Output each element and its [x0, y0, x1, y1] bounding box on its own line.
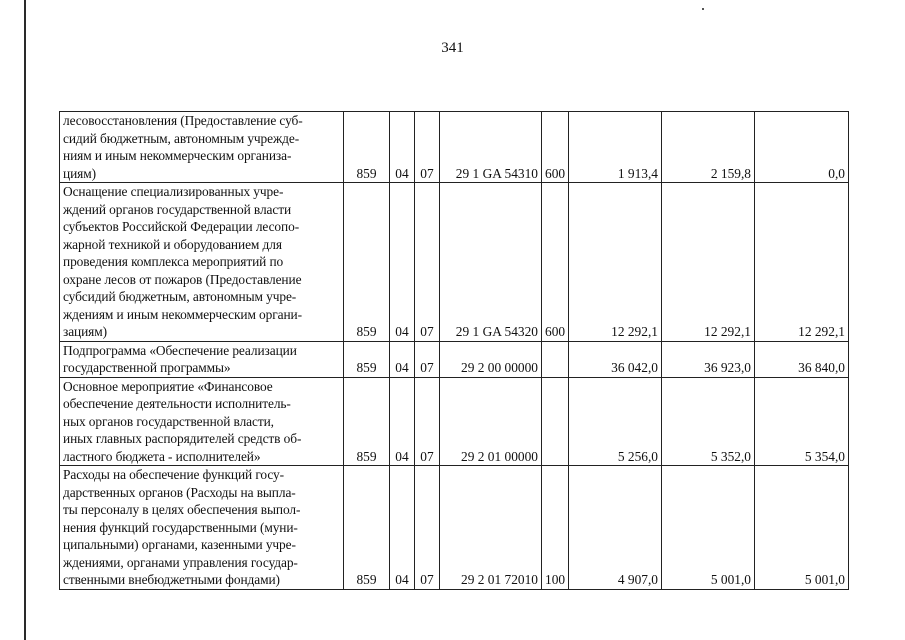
amount-year1-cell: 4 907,0	[569, 466, 662, 590]
description-line: сидий бюджетным, автономным учрежде-	[63, 130, 300, 146]
description-line: проведения комплекса мероприятий по	[63, 254, 284, 269]
description-line: ниям и иным некоммерческим организа-	[63, 148, 292, 163]
description-line: нения функций государственными (муни-	[63, 519, 298, 535]
amount-year2-cell: 5 001,0	[662, 466, 755, 590]
table-row	[60, 183, 849, 342]
table-row	[60, 466, 849, 590]
description-line: ждений органов государственной власти	[63, 201, 292, 217]
description-line: ждениям и иным некоммерческим органи-	[63, 306, 302, 322]
budget-table	[59, 111, 849, 590]
section-code-cell: 04	[390, 341, 415, 377]
amount-year2-cell: 36 923,0	[662, 341, 755, 377]
amount-year3-cell: 12 292,1	[755, 183, 849, 342]
table-row	[60, 341, 849, 377]
target-article-cell: 29 2 00 00000	[440, 341, 542, 377]
description-line: дарственных органов (Расходы на выпла-	[63, 484, 296, 500]
description-line: Основное мероприятие «Финансовое	[63, 378, 273, 394]
description-line: Оснащение специализированных учре-	[63, 184, 284, 199]
amount-year3-cell: 5 354,0	[755, 377, 849, 466]
amount-year1-cell: 12 292,1	[569, 183, 662, 342]
amount-year2-cell: 12 292,1	[662, 183, 755, 342]
admin-code-cell: 859	[344, 341, 390, 377]
description-line: государственной программы»	[63, 360, 231, 375]
description-line: ждениями, органами управления государ-	[63, 554, 298, 570]
description-line: иных главных распорядителей средств об-	[63, 431, 302, 446]
amount-year1-cell: 5 256,0	[569, 377, 662, 466]
description-line: лесовосстановления (Предоставление суб-	[63, 113, 303, 128]
description-line: ственными внебюджетными фондами)	[63, 572, 280, 587]
description-line: субсидий бюджетным, автономным учре-	[63, 289, 297, 304]
expense-type-cell	[542, 377, 569, 466]
amount-year2-cell: 2 159,8	[662, 112, 755, 183]
row-description-cell	[60, 183, 344, 342]
admin-code-cell: 859	[344, 466, 390, 590]
description-line: жарной техникой и оборудованием для	[63, 236, 282, 252]
amount-year2-cell: 5 352,0	[662, 377, 755, 466]
amount-year1-cell: 1 913,4	[569, 112, 662, 183]
description-line: ты персоналу в целях обеспечения выпол-	[63, 502, 301, 517]
section-code-cell: 04	[390, 112, 415, 183]
description-line: обеспечение деятельности исполнитель-	[63, 396, 291, 411]
section-code-cell: 04	[390, 183, 415, 342]
table-row	[60, 112, 849, 183]
row-description-cell	[60, 341, 344, 377]
page-edge-line	[24, 0, 26, 640]
page-number: 341	[441, 40, 464, 56]
description-line: охране лесов от пожаров (Предоставление	[63, 271, 302, 287]
description-line: циям)	[63, 165, 96, 181]
row-description-cell	[60, 377, 344, 466]
target-article-cell: 29 2 01 72010	[440, 466, 542, 590]
description-line: ластного бюджета - исполнителей»	[63, 448, 261, 464]
subsection-code-cell: 07	[415, 466, 440, 590]
table-row	[60, 377, 849, 466]
description-line: субъектов Российской Федерации лесопо-	[63, 219, 300, 234]
target-article-cell: 29 2 01 00000	[440, 377, 542, 466]
expense-type-cell: 100	[542, 466, 569, 590]
budget-table-body	[60, 112, 849, 590]
subsection-code-cell: 07	[415, 377, 440, 466]
admin-code-cell: 859	[344, 377, 390, 466]
amount-year1-cell: 36 042,0	[569, 341, 662, 377]
description-line: зациям)	[63, 324, 107, 339]
subsection-code-cell: 07	[415, 183, 440, 342]
expense-type-cell: 600	[542, 183, 569, 342]
description-line: Подпрограмма «Обеспечение реализации	[63, 342, 297, 358]
row-description-cell	[60, 466, 344, 590]
expense-type-cell: 600	[542, 112, 569, 183]
subsection-code-cell: 07	[415, 112, 440, 183]
description-line: Расходы на обеспечение функций госу-	[63, 467, 284, 482]
target-article-cell: 29 1 GA 54310	[440, 112, 542, 183]
scan-speck	[702, 8, 704, 10]
section-code-cell: 04	[390, 466, 415, 590]
subsection-code-cell: 07	[415, 341, 440, 377]
amount-year3-cell: 0,0	[755, 112, 849, 183]
admin-code-cell: 859	[344, 183, 390, 342]
amount-year3-cell: 36 840,0	[755, 341, 849, 377]
target-article-cell: 29 1 GA 54320	[440, 183, 542, 342]
expense-type-cell	[542, 341, 569, 377]
description-line: ных органов государственной власти,	[63, 413, 274, 429]
admin-code-cell: 859	[344, 112, 390, 183]
description-line: ципальными) органами, казенными учре-	[63, 537, 296, 552]
amount-year3-cell: 5 001,0	[755, 466, 849, 590]
row-description-cell	[60, 112, 344, 183]
section-code-cell: 04	[390, 377, 415, 466]
